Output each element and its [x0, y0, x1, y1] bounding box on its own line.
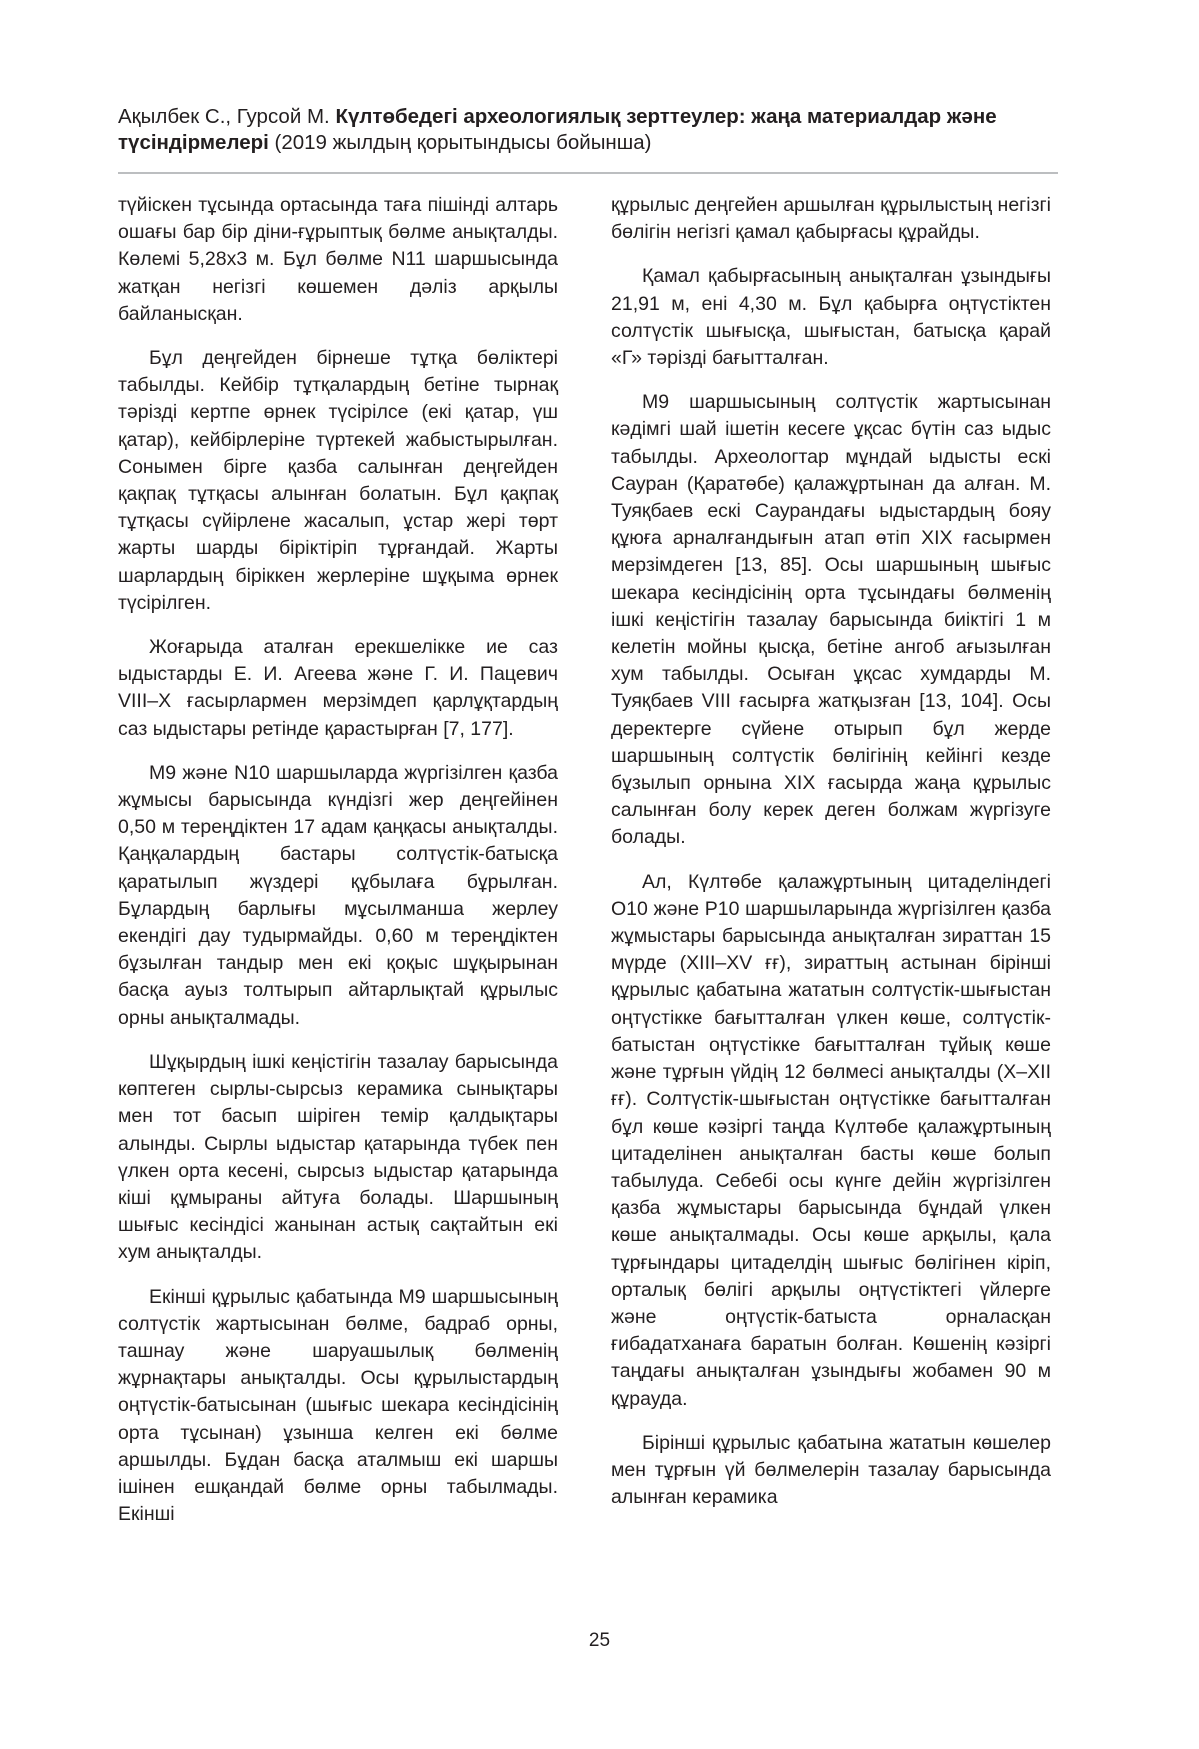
running-header: [118, 104, 1058, 156]
paragraph: түйіскен тұсында ортасында таға пішінді алтарь ошағы бар бір діни-ғұрыптық бөлме анықталды. Көлемі 5,28х3 м. Бұл бөлме N11 шаршысында жатқан негізгі көшемен дәліз арқылы байланысқан.: [118, 194, 558, 325]
paragraph: Шұқырдың ішкі кеңістігін тазалау барысында көптеген сырлы-сырсыз керамика сынықтары мен тот басып шіріген темір қалдықтары алынды. Сырлы ыдыстар қатарында түбек пен үлкен орта кесені, сырсыз ыдыстар қатарында кіші құмыраны айтуға болады. Шаршының шығыс кесіндісі жанынан астық сақтайтын екі хум анықталды.: [118, 1050, 558, 1264]
paragraph: М9 шаршысының солтүстік жартысынан кәдімгі шай ішетін кесеге ұқсас бүтін саз ыдыс табылды. Археологтар мұндай ыдысты ескі Сауран (Қаратөбе) қалажұртынан да алған. М. Туяқбаев ескі Саурандағы ыдыстардың бояу құюға арналғандығын атап өтіп XIX ғасырмен мерзімдеген [13, 85]. Осы шаршының шығыс шекара кесіндісінің орта тұсындағы бөлменің ішкі кеңістігін тазалау барысында биіктігі 1 м келетін мойны қысқа, бетіне ангоб ағызылған хум табылды. Осыған ұқсас хумдарды М. Туяқбаев VIII ғасырға жатқызған [13, 104]. Осы деректерге сүйене отырып бұл жерде шаршының солтүстік бөлігінің кейінгі кезде бұзылып орнына XIX ғасырда жаңа құрылыс салынған болу керек деген болжам жүргізуге болады.: [611, 391, 1051, 849]
paragraph: Екінші құрылыс қабатында М9 шаршысының солтүстік жартысынан бөлме, бадраб орны, ташнау және шаруашылық бөлменің жұрнақтары анықталды. Осы құрылыстардың оңтүстік-батысынан (шығыс шекара кесіндісінің орта тұсынан) ұзынша келген екі бөлме аршылды. Бұдан басқа аталмыш екі шаршы ішінен ешқандай бөлме орны табылмады. Екінші: [118, 1285, 558, 1526]
paragraph: құрылыс деңгейен аршылған құрылыстың негізгі бөлігін негізгі қамал қабырғасы құрайды.: [611, 194, 1051, 244]
paragraph: Қамал қабырғасының анықталған ұзындығы 21,91 м, ені 4,30 м. Бұл қабырға оңтүстіктен солтүстік шығысқа, шығыстан, батысқа қарай «Г» тәрізді бағытталған.: [611, 265, 1051, 370]
header-authors: Ақылбек С., Гурсой М.: [118, 105, 330, 128]
header-article-title: Күлтөбедегі археологиялық зерттеулер: жаңа материалдар және түсіндірмелері: [118, 105, 997, 154]
header-subtitle: (2019 жылдың қорытындысы бойынша): [274, 131, 652, 154]
page-number: 25: [588, 1630, 611, 1651]
left-column: [118, 192, 558, 1528]
paragraph: Бұл деңгейден бірнеше тұтқа бөліктері табылды. Кейбір тұтқалардың бетіне тырнақ тәрізді кертпе өрнек түсірілсе (екі қатар, үш қатар), кейбірлеріне түртекей жабыстырылған. Сонымен бірге қазба салынған деңгейден қақпақ тұтқасы алынған болатын. Бұл қақпақ тұтқасы сүйірлене жасалып, ұстар жері төрт жарты шарды біріктіріп тұрғандай. Жарты шарлардың біріккен жерлеріне шұқыма өрнек түсірілген.: [118, 347, 558, 614]
paragraph: Ал, Күлтөбе қалажұртының цитаделіндегі О10 және Р10 шаршыларында жүргізілген қазба жұмыстары барысында анықталған зираттан 15 мүрде (XIII–XV ғғ), зираттың астынан бірінші құрылыс қабатына жататын солтүстік-шығыстан оңтүстікке бағытталған үлкен көше, солтүстік-батыстан оңтүстікке бағытталған тұйық көше және тұрғын үйдің 12 бөлмесі анықталды (X–XII ғғ). Солтүстік-шығыстан оңтүстікке бағытталған бұл көше кәзіргі таңда Күлтөбе қалажұртының цитаделінен анықталған басты көше болып табылуда. Себебі осы күнге дейін жүргізілген қазба жұмыстары барысында бұндай үлкен көше анықталмады. Осы көше арқылы, қала тұрғындары цитаделдің шығыс бөлігінен кіріп, орталық бөлігі арқылы оңтүстіктегі үйлерге және оңтүстік-батыста орналасқан ғибадатханаға баратын болған. Көшенің кәзіргі таңдағы анықталған ұзындығы жобамен 90 м құрауда.: [611, 870, 1051, 1410]
paragraph: М9 және N10 шаршыларда жүргізілген қазба жұмысы барысында күндізгі жер деңгейінен 0,50 м тереңдіктен 17 адам қаңқасы анықталды. Қаңқалардың бастары солтүстік-батысқа қаратылып жүздері құбылаға бұрылған. Бұлардың барлығы мұсылманша жерлеу екендігі дау тудырмайды. 0,60 м тереңдіктен бұзылған тандыр мен екі қоқыс шұқырынан басқа ауыз толтырып айтарлықтай құрылыс орны анықталмады.: [118, 761, 558, 1029]
paragraph: Бірінші құрылыс қабатына жататын көшелер мен тұрғын үй бөлмелерін тазалау барысында алынған керамика: [611, 1431, 1051, 1509]
paragraph: Жоғарыда аталған ерекшелікке ие саз ыдыстарды Е. И. Агеева және Г. И. Пацевич VIII–X ғасырлармен мерзімдеп қарлұқтардың саз ыдыстары ретінде қарастырған [7, 177].: [118, 636, 558, 740]
right-column: [611, 192, 1051, 1511]
header-divider: [118, 172, 1058, 174]
